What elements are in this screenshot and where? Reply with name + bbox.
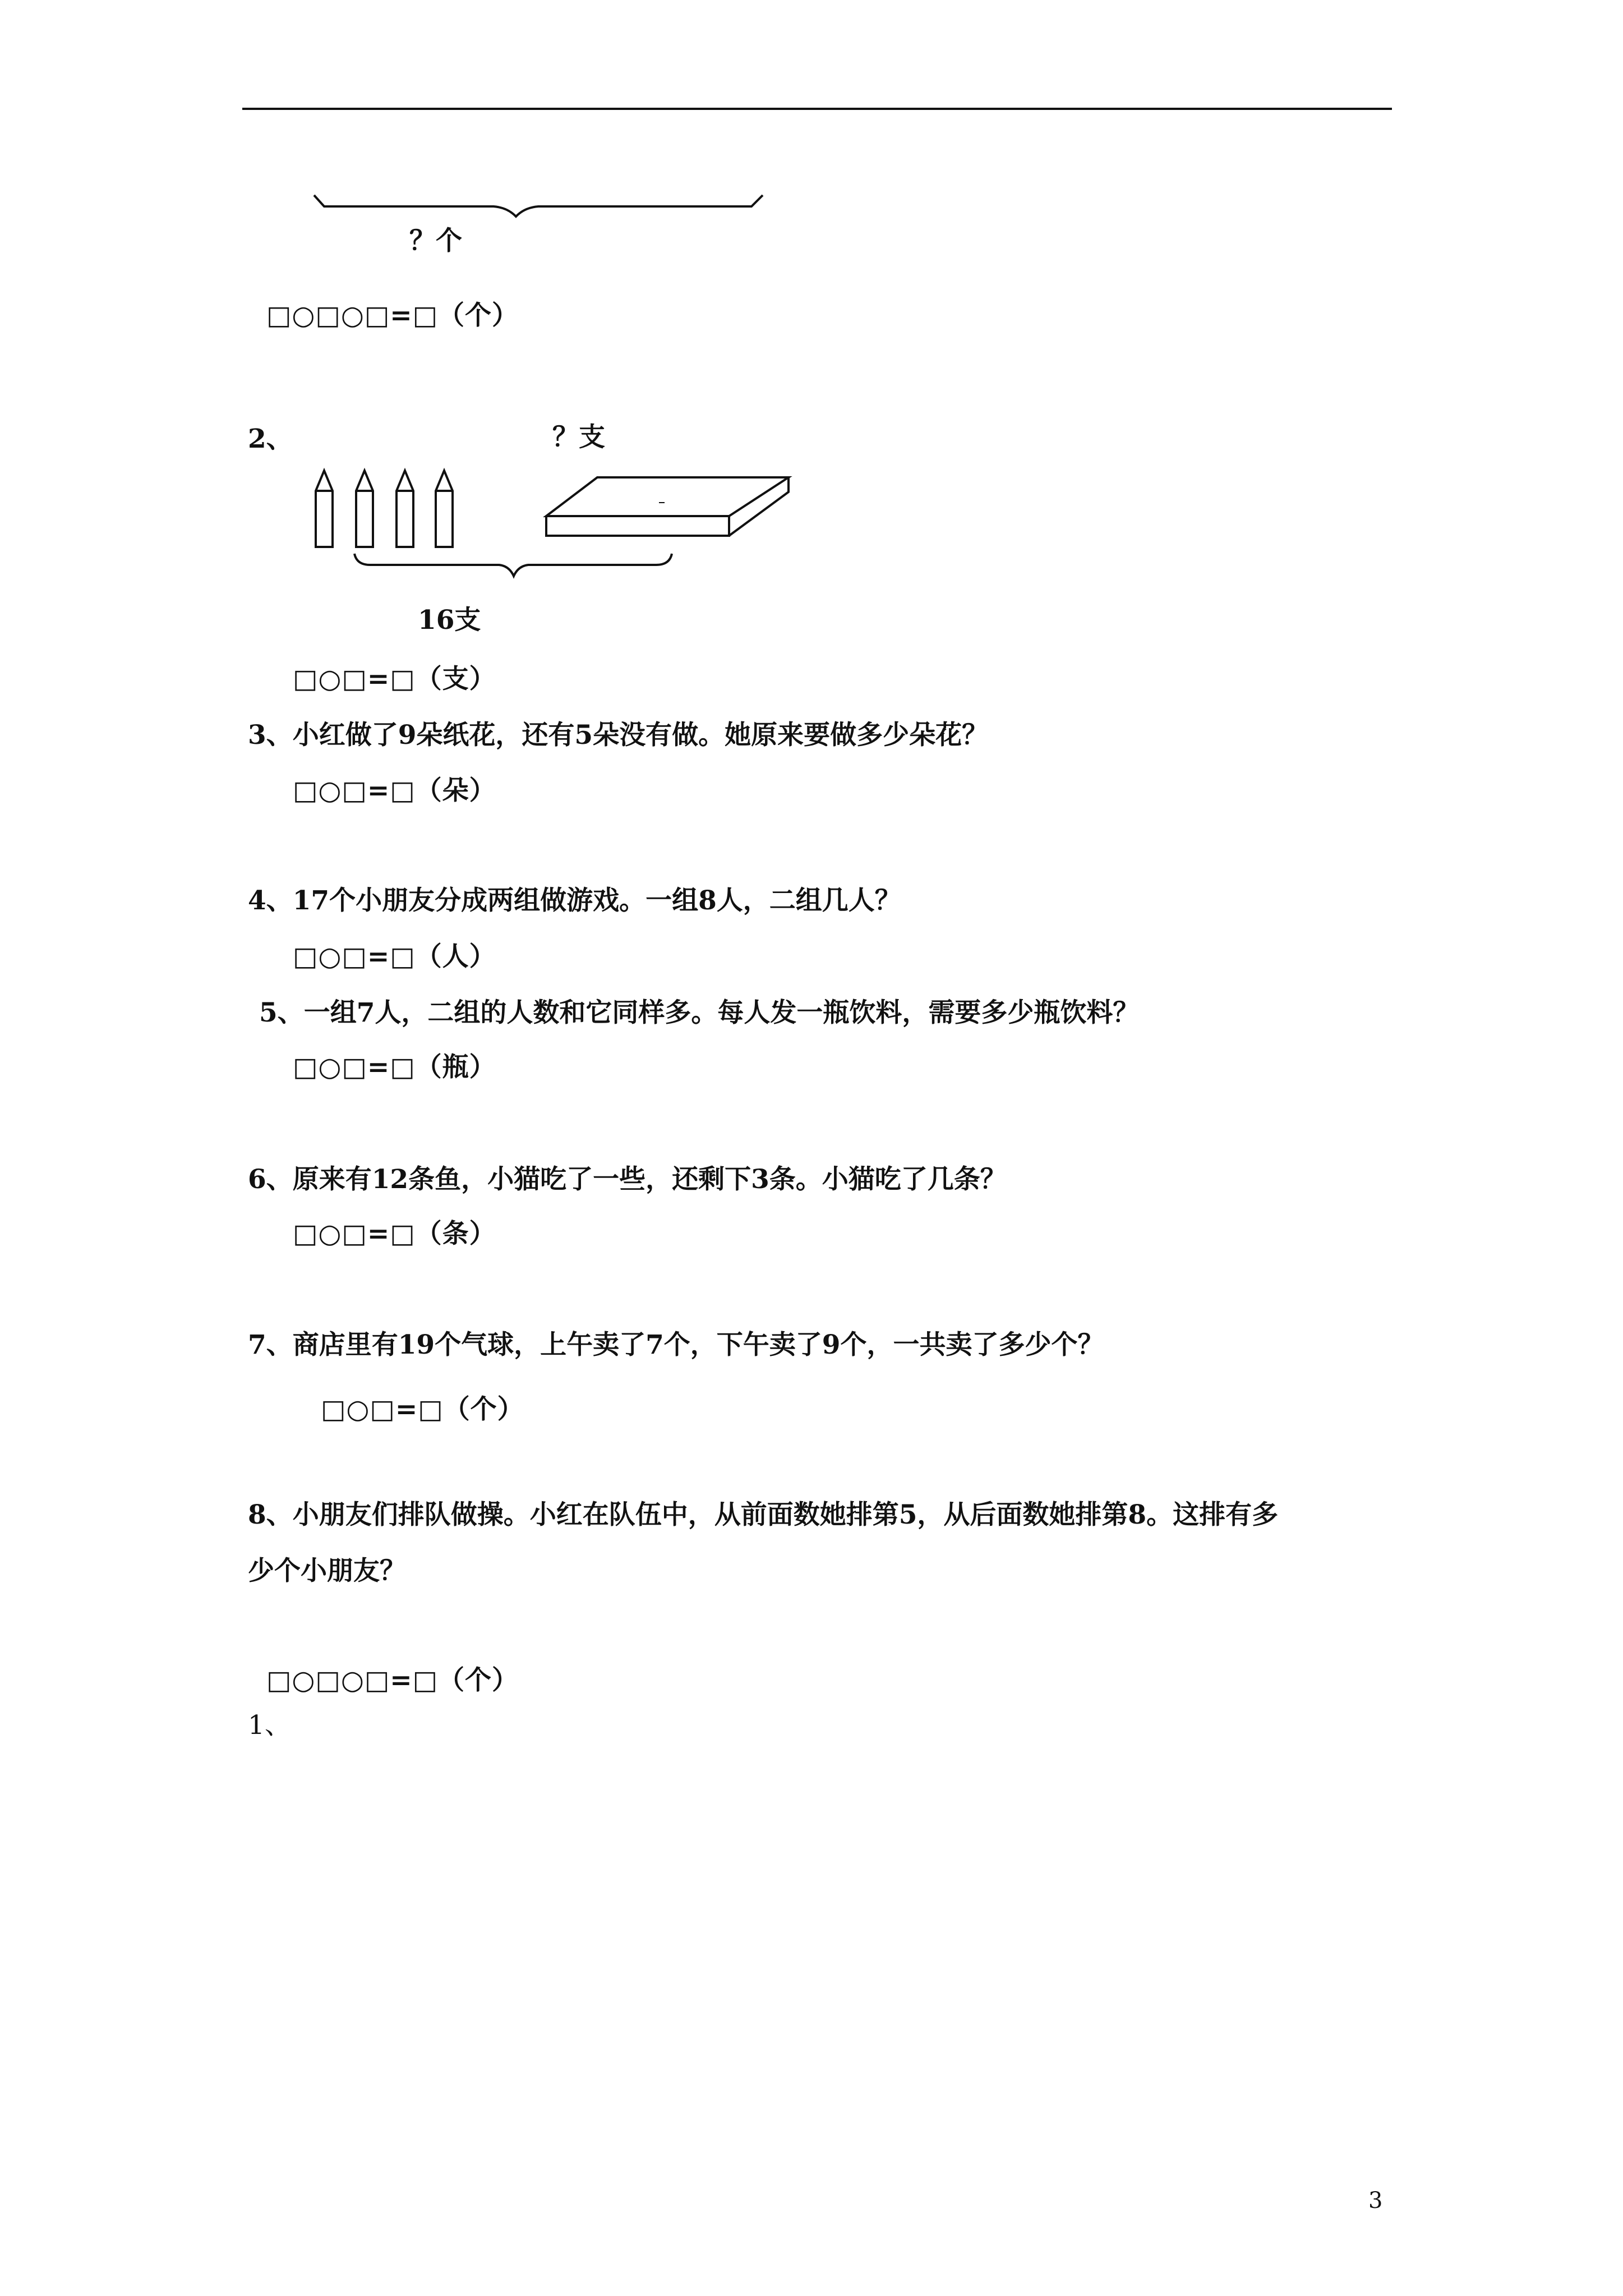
- q8-line1: 8、小朋友们排队做操。小红在队伍中，从前面数她排第5，从后面数她排第8。这排有多: [248, 1499, 1279, 1530]
- q3-text: 3、小红做了9朵纸花，还有5朵没有做。她原来要做多少朵花？: [248, 720, 989, 751]
- q4-formula: □○□=□（人）: [293, 941, 496, 972]
- stray-number: 1、: [248, 1710, 291, 1741]
- brace-figure-2: [353, 553, 673, 586]
- pencil-box-icon: [544, 474, 791, 541]
- q8-formula: □○□○□=□（个）: [266, 1665, 519, 1696]
- brace-figure-1: [314, 191, 774, 224]
- fig1-label: ？个: [409, 226, 462, 256]
- q5-text: 5、一组7人，二组的人数和它同样多。每人发一瓶饮料，需要多少瓶饮料？: [259, 997, 1140, 1028]
- pencils-icon: [311, 468, 468, 550]
- q8-line2: 少个小朋友？: [248, 1556, 406, 1586]
- q2-top-label: ？支: [552, 422, 605, 453]
- q6-text: 6、原来有12条鱼，小猫吃了一些，还剩下3条。小猫吃了几条？: [248, 1164, 1007, 1195]
- q1-formula: □○□○□=□（个）: [266, 300, 519, 331]
- q5-formula: □○□=□（瓶）: [293, 1052, 496, 1083]
- q6-formula: □○□=□（条）: [293, 1218, 496, 1249]
- q7-formula: □○□=□（个）: [321, 1394, 524, 1425]
- header-rule: [242, 108, 1392, 110]
- q2-bottom-label: 16支: [418, 605, 481, 636]
- q3-formula: □○□=□（朵）: [293, 775, 496, 806]
- page-number: 3: [1368, 2188, 1383, 2214]
- q2-number: 2、: [248, 424, 293, 454]
- q4-text: 4、17个小朋友分成两组做游戏。一组8人，二组几人？: [248, 885, 901, 916]
- q7-text: 7、商店里有19个气球，上午卖了7个，下午卖了9个，一共卖了多少个？: [248, 1329, 1104, 1360]
- q2-formula: □○□=□（支）: [293, 664, 496, 694]
